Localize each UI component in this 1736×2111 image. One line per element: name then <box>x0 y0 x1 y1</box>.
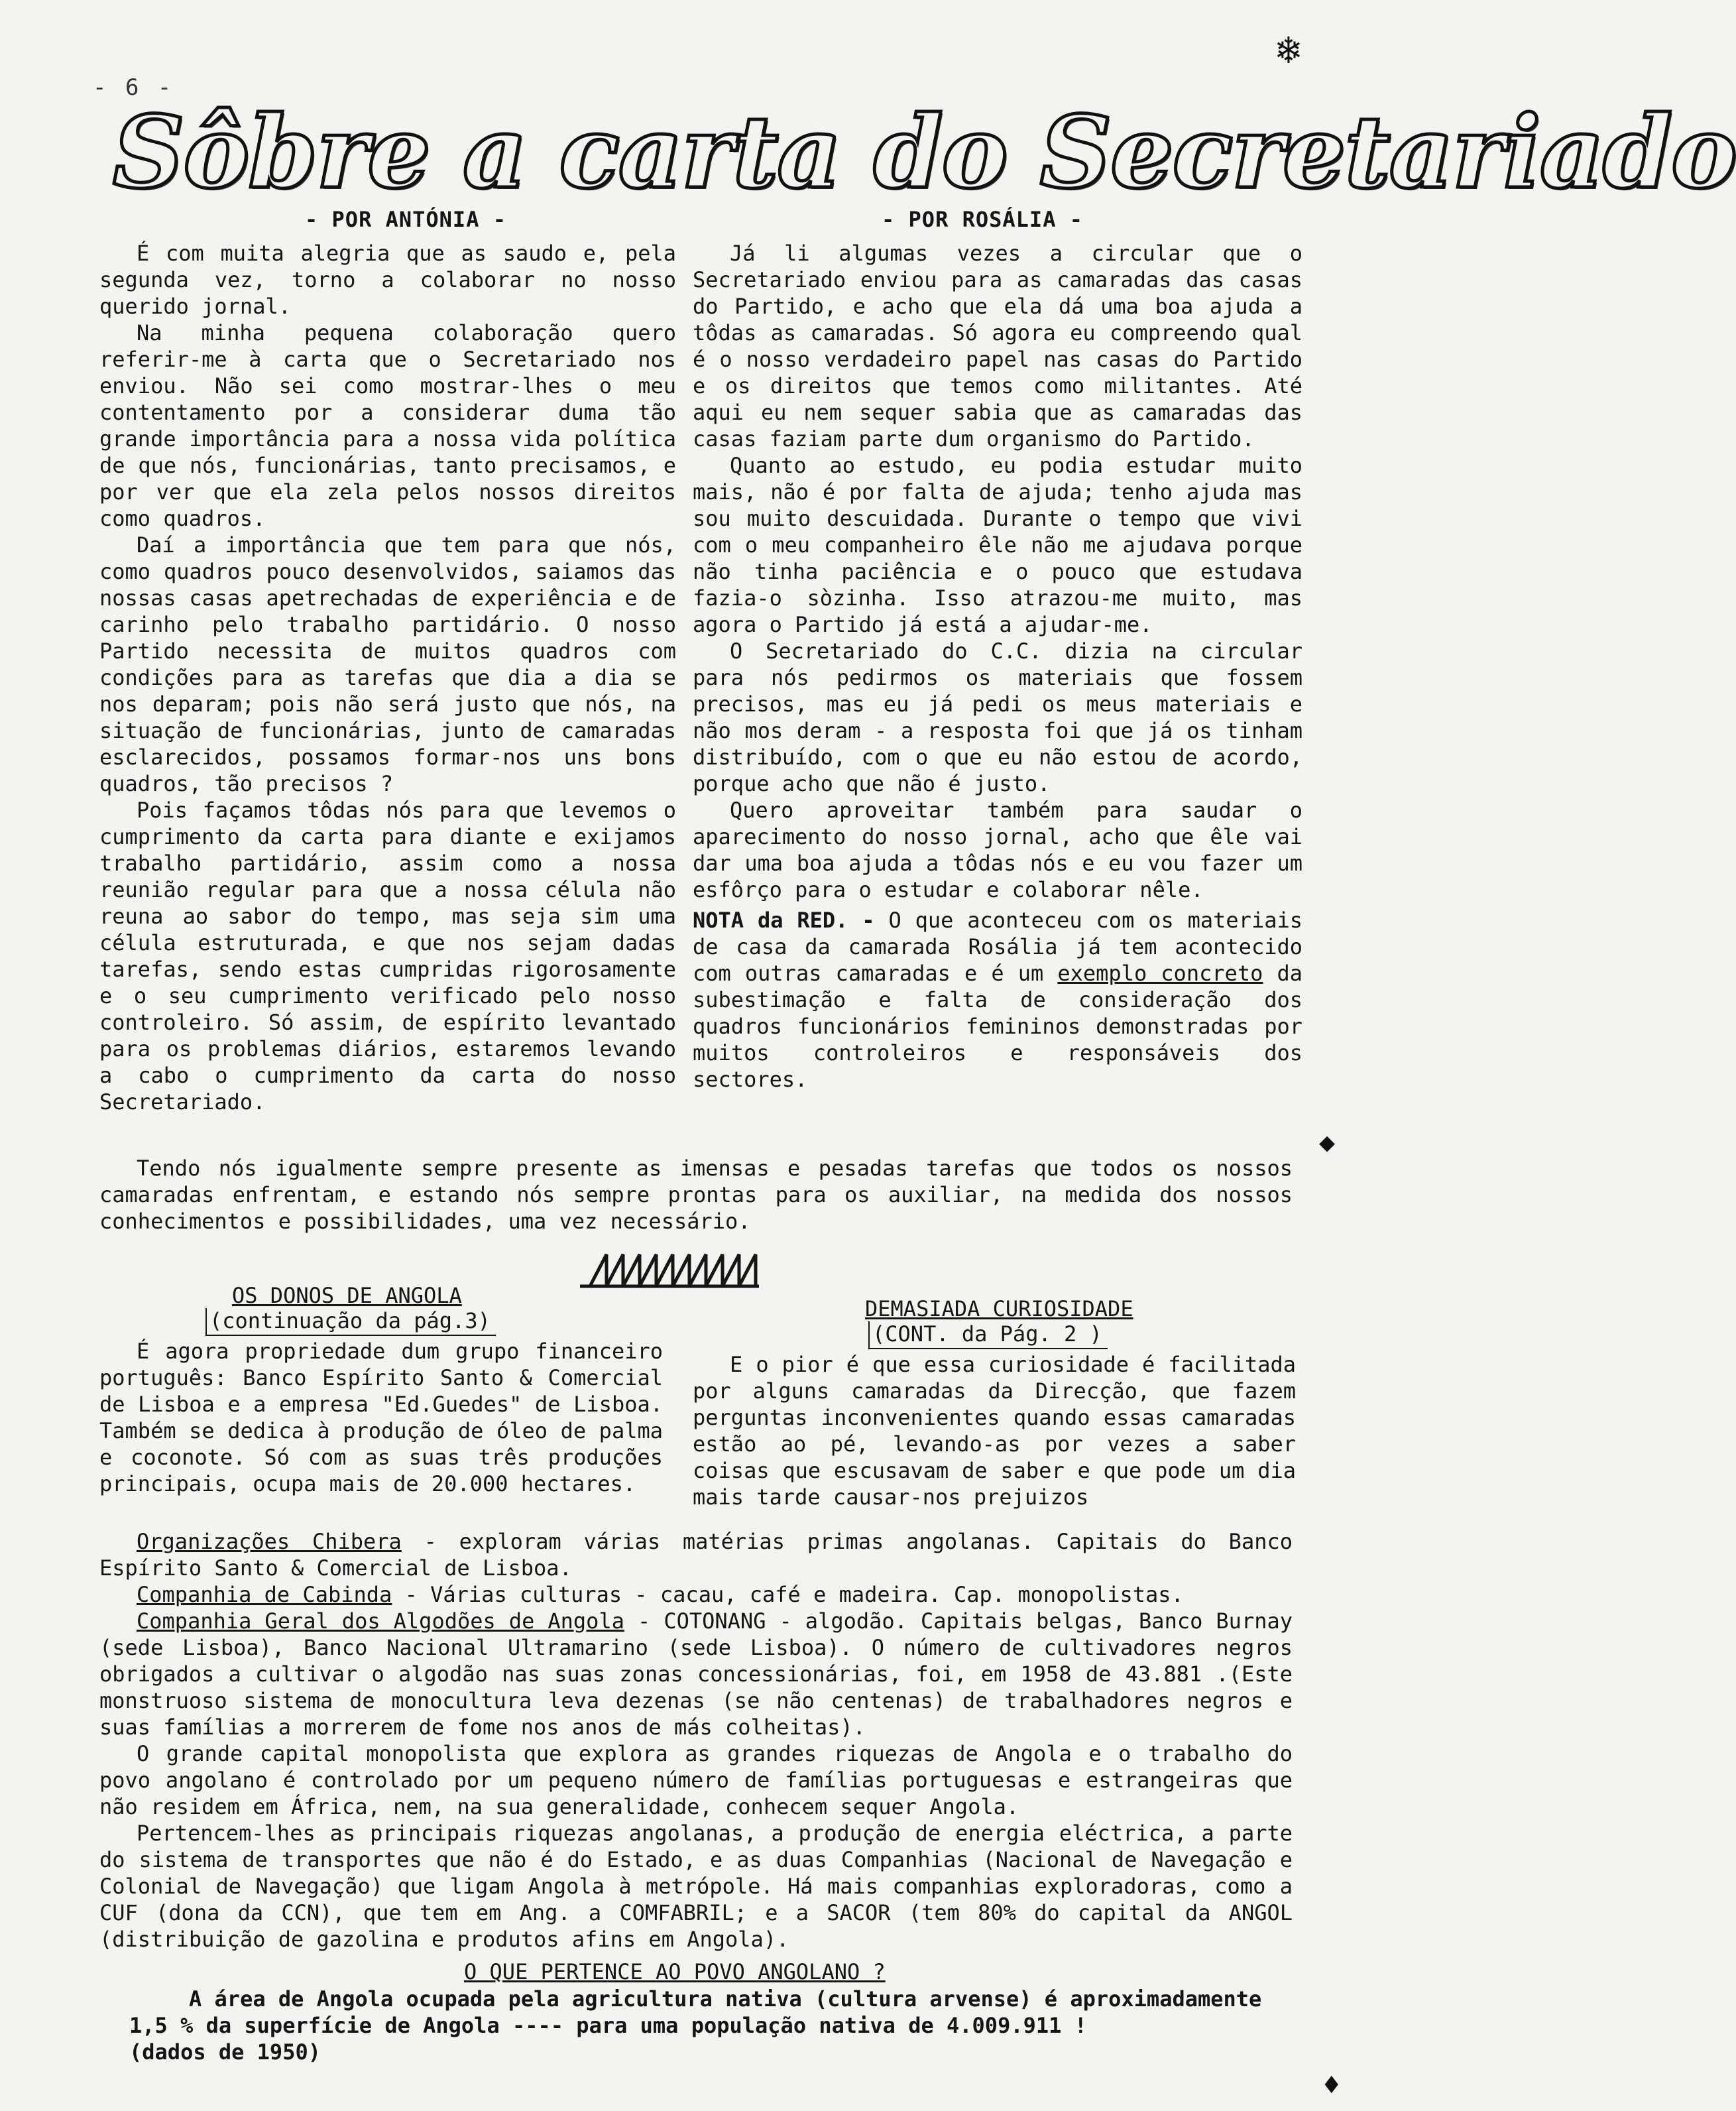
paragraph: O Secretariado do C.C. dizia na circular para nós pedirmos os materiais que fossem precisos, mas eu já pedi os meus materiais e não mos deram - a resposta foi que já os tinham distribuído, com o que eu não estou de acordo, porque acho que não é justo. <box>693 638 1302 796</box>
editor-note-label: NOTA da RED. - <box>693 908 875 933</box>
ink-blot-icon: ◆ <box>1319 1127 1336 1158</box>
paragraph: O grande capital monopolista que explora as grandes riquezas de Angola e o trabalho do povo angolano é controlado por um pequeno número de famílias portuguesas e estrangeiras que não residem em África, nem, na sua generalidade, conhecem sequer Angola. <box>99 1741 1293 1819</box>
page-number: - 6 - <box>93 74 174 101</box>
data-source-note: (dados de 1950) <box>129 2039 321 2065</box>
section-subtitle-donos: (continuação da pág.3) <box>205 1308 496 1336</box>
article-povo <box>129 1986 1283 2065</box>
article-curiosidade <box>693 1351 1296 1510</box>
ink-blot-icon: ♦ <box>1322 2069 1340 2102</box>
article-antonia-closing <box>99 1155 1293 1235</box>
byline-antonia: - POR ANTÓNIA - <box>305 207 506 232</box>
company-name: Companhia Geral dos Algodões de Angola <box>137 1608 624 1634</box>
paragraph: Quero aproveitar também para saudar o aparecimento do nosso jornal, acho que êle vai dar uma boa ajuda a tôdas nós e eu vou fazer um esfôrço para o estudar e colaborar nêle. <box>693 798 1302 902</box>
article-rosalia <box>693 240 1302 1093</box>
company-name: Companhia de Cabinda <box>137 1582 392 1607</box>
company-entry <box>99 1581 1293 1608</box>
paragraph: Pertencem-lhes as principais riquezas angolanas, a produção de energia eléctrica, a parte do sistema de transportes que não é do Estado, e as duas Companhias (Nacional de Navegação e Colonial de Navegação) que ligam Angola à metrópole. Há mais companhias exploradoras, como a CUF (dona da CCN), que tem em Ang. a COMFABRIL; e a SACOR (tem 80% do capital da ANGOL (distribuição de gazolina e produtos afins em Angola). <box>99 1821 1293 1952</box>
section-title-text: OS DONOS DE ANGOLA <box>232 1283 462 1308</box>
section-divider-ornament <box>577 1246 782 1293</box>
section-title-text: DEMASIADA CURIOSIDADE <box>865 1296 1133 1321</box>
paragraph: Na minha pequena colaboração quero referir-me à carta que o Secretariado nos enviou. Não sei como mostrar-lhes o meu contentamento por a considerar duma tão grande importância para a nossa vida política de que nós, funcionárias, tanto precisamos, e por ver que ela zela pelos nossos direitos como quadros. <box>99 320 676 531</box>
company-entry <box>99 1608 1293 1740</box>
article-antonia <box>99 240 676 1115</box>
section-title-curiosidade <box>865 1296 1133 1321</box>
paragraph: Quanto ao estudo, eu podia estudar muito mais, não é por falta de ajuda; tenho ajuda mas sou muito descuidada. Durante o tempo que vivi com o meu companheiro êle não me ajudava porque não tinha paciência e o pouco que estudava fazia-o sòzinha. Isso atrazou-me muito, mas agora o Partido já está a ajudar-me. <box>693 453 1302 637</box>
byline-rosalia: - POR ROSÁLIA - <box>882 207 1083 232</box>
article-donos <box>99 1338 663 1497</box>
ink-blot-icon: ❄ <box>1276 27 1301 73</box>
editor-note-text: O que aconteceu com os materiais de casa da camarada Rosália já tem acontecido com outras camaradas e é um <box>693 908 1303 986</box>
editor-note-rest: da subestimação e falta de consideração dos quadros funcionários femininos demonstradas por muitos controleiros e responsáveis dos sectores. <box>693 961 1303 1092</box>
section-title-povo <box>464 1959 886 1984</box>
company-entry <box>99 1528 1293 1581</box>
paragraph: Pois façamos tôdas nós para que levemos o cumprimento da carta para diante e exijamos trabalho partidário, assim como a nossa reunião regular para que a nossa célula não reuna ao sabor do tempo, mas seja sim uma célula estruturada, e que nos sejam dadas tarefas, sendo estas cumpridas rigorosamente e o seu cumprimento verificado pelo nosso controleiro. Só assim, de espírito levantado para os problemas diários, estaremos levando a cabo o cumprimento da carta do nosso Secretariado. <box>99 798 676 1115</box>
page-title: Sôbre a carta do Secretariado <box>113 94 1736 211</box>
paragraph: A área de Angola ocupada pela agricultura nativa (cultura arvense) é aproximadamente 1,5 % da superfície de Angola ---- para uma população nativa de 4.009.911 ! <box>129 1986 1262 2038</box>
section-title-donos <box>232 1283 462 1308</box>
paragraph: Daí a importância que tem para que nós, como quadros pouco desenvolvidos, saiamos das nossas casas apetrechadas de experiência e de carinho pelo trabalho partidário. O nosso Partido necessita de muitos quadros com condições para as tarefas que dia a dia se nos deparam; pois não será justo que nós, na situação de funcionárias, junto de camaradas esclarecidos, possamos formar-nos uns bons quadros, tão precisos ? <box>99 532 676 796</box>
editor-note-emphasis: exemplo concreto <box>1057 961 1263 986</box>
paragraph: É agora propriedade dum grupo financeiro português: Banco Espírito Santo & Comercial de Lisboa e a empresa "Ed.Guedes" de Lisboa. Também se dedica à produção de óleo de palma e coconote. Só com as suas três produções principais, ocupa mais de 20.000 hectares. <box>99 1339 663 1496</box>
company-text: - exploram várias matérias primas angolanas. Capitais do Banco Espírito Santo & Comercial de Lisboa. <box>99 1529 1293 1581</box>
company-text: - Várias culturas - cacau, café e madeira. Cap. monopolistas. <box>392 1582 1184 1607</box>
company-text: - COTONANG - algodão. Capitais belgas, Banco Burnay (sede Lisboa), Banco Nacional Ultramarino (sede Lisboa). O número de cultivadores negros obrigados a cultivar o algodão nas suas zonas concessionárias, foi, em 1958 de 43.881 .(Este monstruoso sistema de monocultura leva dezenas (se não centenas) de trabalhadores negros e suas famílias a morrerem de fome nos anos de más colheitas). <box>99 1608 1293 1740</box>
editor-note <box>693 907 1302 1093</box>
section-title-text: O QUE PERTENCE AO POVO ANGOLANO ? <box>464 1959 886 1984</box>
section-subtitle-curiosidade: (CONT. da Pág. 2 ) <box>868 1321 1108 1349</box>
paragraph: E o pior é que essa curiosidade é facilitada por alguns camaradas da Direcção, que fazem perguntas inconvenientes quando essas camaradas estão ao pé, levando-as por vezes a saber coisas que escusavam de saber e que pode um dia mais tarde causar-nos prejuizos <box>693 1352 1296 1510</box>
company-name: Organizações Chibera <box>137 1529 402 1554</box>
companies-section <box>99 1528 1293 1953</box>
paragraph: Já li algumas vezes a circular que o Secretariado enviou para as camaradas das casas do Partido, e acho que ela dá uma boa ajuda a tôdas as camaradas. Só agora eu compreendo qual é o nosso verdadeiro papel nas casas do Partido e os direitos que temos como militantes. Até aqui eu nem sequer sabia que as camaradas das casas faziam parte dum organismo do Partido. <box>693 241 1302 452</box>
paragraph: Tendo nós igualmente sempre presente as imensas e pesadas tarefas que todos os nossos camaradas enfrentam, e estando nós sempre prontas para os auxiliar, na medida dos nossos conhecimentos e possibilidades, uma vez necessário. <box>99 1156 1293 1234</box>
paragraph: É com muita alegria que as saudo e, pela segunda vez, torno a colaborar no nosso querido jornal. <box>99 241 676 319</box>
